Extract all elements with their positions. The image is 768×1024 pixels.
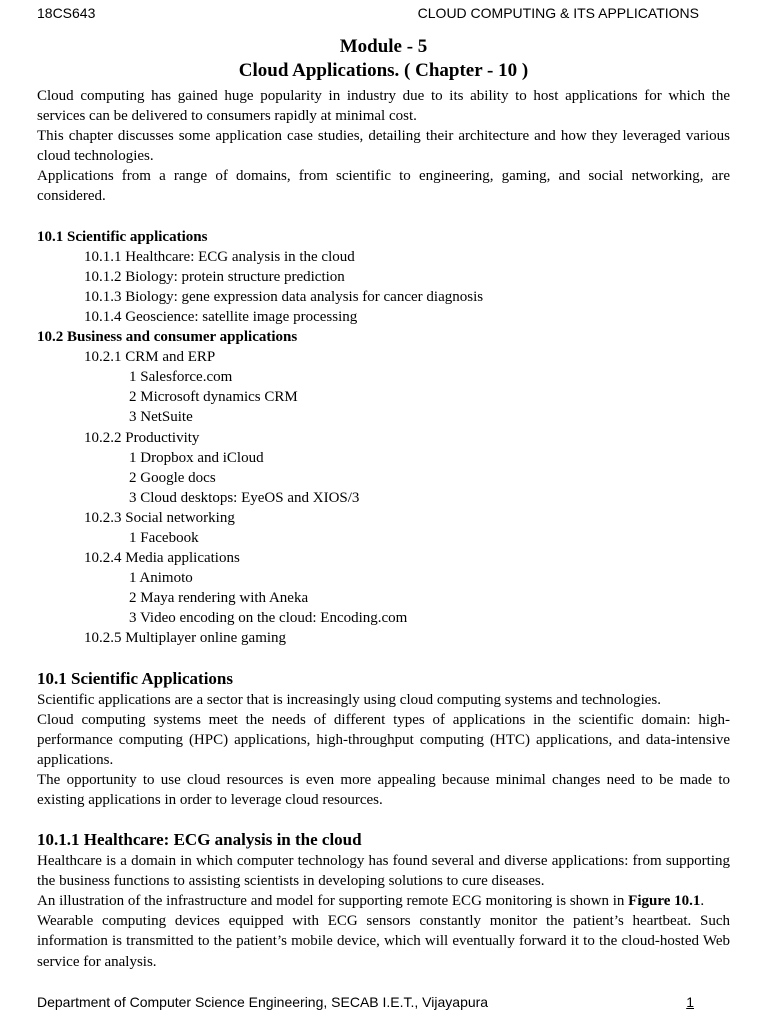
toc-subsection: 10.1.2 Biology: protein structure prediction	[84, 268, 345, 285]
toc-subsection: 10.2.5 Multiplayer online gaming	[84, 630, 287, 647]
toc-item: 3 NetSuite	[129, 409, 193, 426]
intro-paragraph: This chapter discusses some application case studies, detailing their architecture and how they leveraged various cloud technologies.	[37, 128, 730, 165]
toc-section: 10.2 Business and consumer applications	[37, 329, 298, 346]
subsection-heading: 10.1.1 Healthcare: ECG analysis in the cloud	[37, 830, 362, 850]
toc-item: 3 Cloud desktops: EyeOS and XIOS/3	[129, 489, 360, 506]
figure-reference: Figure 10.1	[628, 893, 701, 910]
body-paragraph: The opportunity to use cloud resources is even more appealing because minimal changes need to be made to existing applications in order to leverage cloud resources.	[37, 771, 730, 808]
chapter-title: Cloud Applications. ( Chapter - 10 )	[238, 60, 529, 81]
page-number: 1	[686, 994, 694, 1010]
subsection-body	[37, 851, 730, 972]
body-paragraph	[37, 891, 730, 911]
course-title: CLOUD COMPUTING & ITS APPLICATIONS	[417, 5, 699, 21]
body-paragraph: Wearable computing devices equipped with ECG sensors constantly monitor the patient’s heartbeat. Such information is transmitted to the patient’s mobile device, which will eventually forward it to the cloud-hosted Web service for analysis.	[37, 913, 730, 970]
toc-subsection: 10.2.4 Media applications	[84, 550, 240, 567]
page-footer	[37, 994, 694, 1010]
toc-item: 2 Microsoft dynamics CRM	[129, 389, 298, 406]
body-paragraph: Healthcare is a domain in which computer technology has found several and diverse applications: from supporting the business functions to assisting scientists in developing solutions to cure diseases.	[37, 853, 730, 890]
toc-subsection: 10.1.3 Biology: gene expression data analysis for cancer diagnosis	[84, 288, 484, 305]
toc-subsection: 10.1.1 Healthcare: ECG analysis in the cloud	[84, 248, 355, 265]
intro-paragraph: Cloud computing has gained huge popularity in industry due to its ability to host applications for which the services can be delivered to consumers rapidly at minimal cost.	[37, 88, 730, 125]
section-heading: 10.1 Scientific Applications	[37, 668, 233, 688]
module-title: Module - 5	[339, 36, 428, 57]
page-header	[37, 5, 699, 23]
toc-subsection: 10.1.4 Geoscience: satellite image processing	[84, 308, 358, 325]
page-content	[37, 35, 730, 972]
toc-subsection: 10.2.3 Social networking	[84, 509, 235, 526]
toc-item: 2 Google docs	[129, 469, 216, 486]
intro-paragraph: Applications from a range of domains, from scientific to engineering, gaming, and social networking, are considered.	[37, 168, 730, 205]
text-run: An illustration of the infrastructure and model for supporting remote ECG monitoring is shown in	[37, 893, 629, 910]
toc-item: 1 Dropbox and iCloud	[129, 449, 264, 466]
toc-item: 3 Video encoding on the cloud: Encoding.com	[129, 610, 408, 627]
section-body	[37, 690, 730, 811]
toc-item: 1 Facebook	[129, 529, 199, 546]
body-paragraph: Scientific applications are a sector that is increasingly using cloud computing systems and technologies.	[37, 691, 662, 708]
table-of-contents	[37, 227, 730, 649]
course-code: 18CS643	[37, 5, 96, 21]
intro	[37, 86, 730, 207]
toc-item: 2 Maya rendering with Aneka	[129, 590, 309, 607]
department-name: Department of Computer Science Engineering, SECAB I.E.T., Vijayapura	[37, 994, 489, 1010]
toc-subsection: 10.2.2 Productivity	[84, 429, 200, 446]
body-paragraph: Cloud computing systems meet the needs of different types of applications in the scientific domain: high-performance computing (HPC) applications, high-throughput computing (HTC) applications, and data-intensive applications.	[37, 711, 730, 768]
text-run: .	[700, 893, 705, 910]
toc-item: 1 Salesforce.com	[129, 369, 233, 386]
toc-subsection: 10.2.1 CRM and ERP	[84, 349, 216, 366]
toc-item: 1 Animoto	[129, 570, 193, 587]
toc-section: 10.1 Scientific applications	[37, 228, 208, 245]
